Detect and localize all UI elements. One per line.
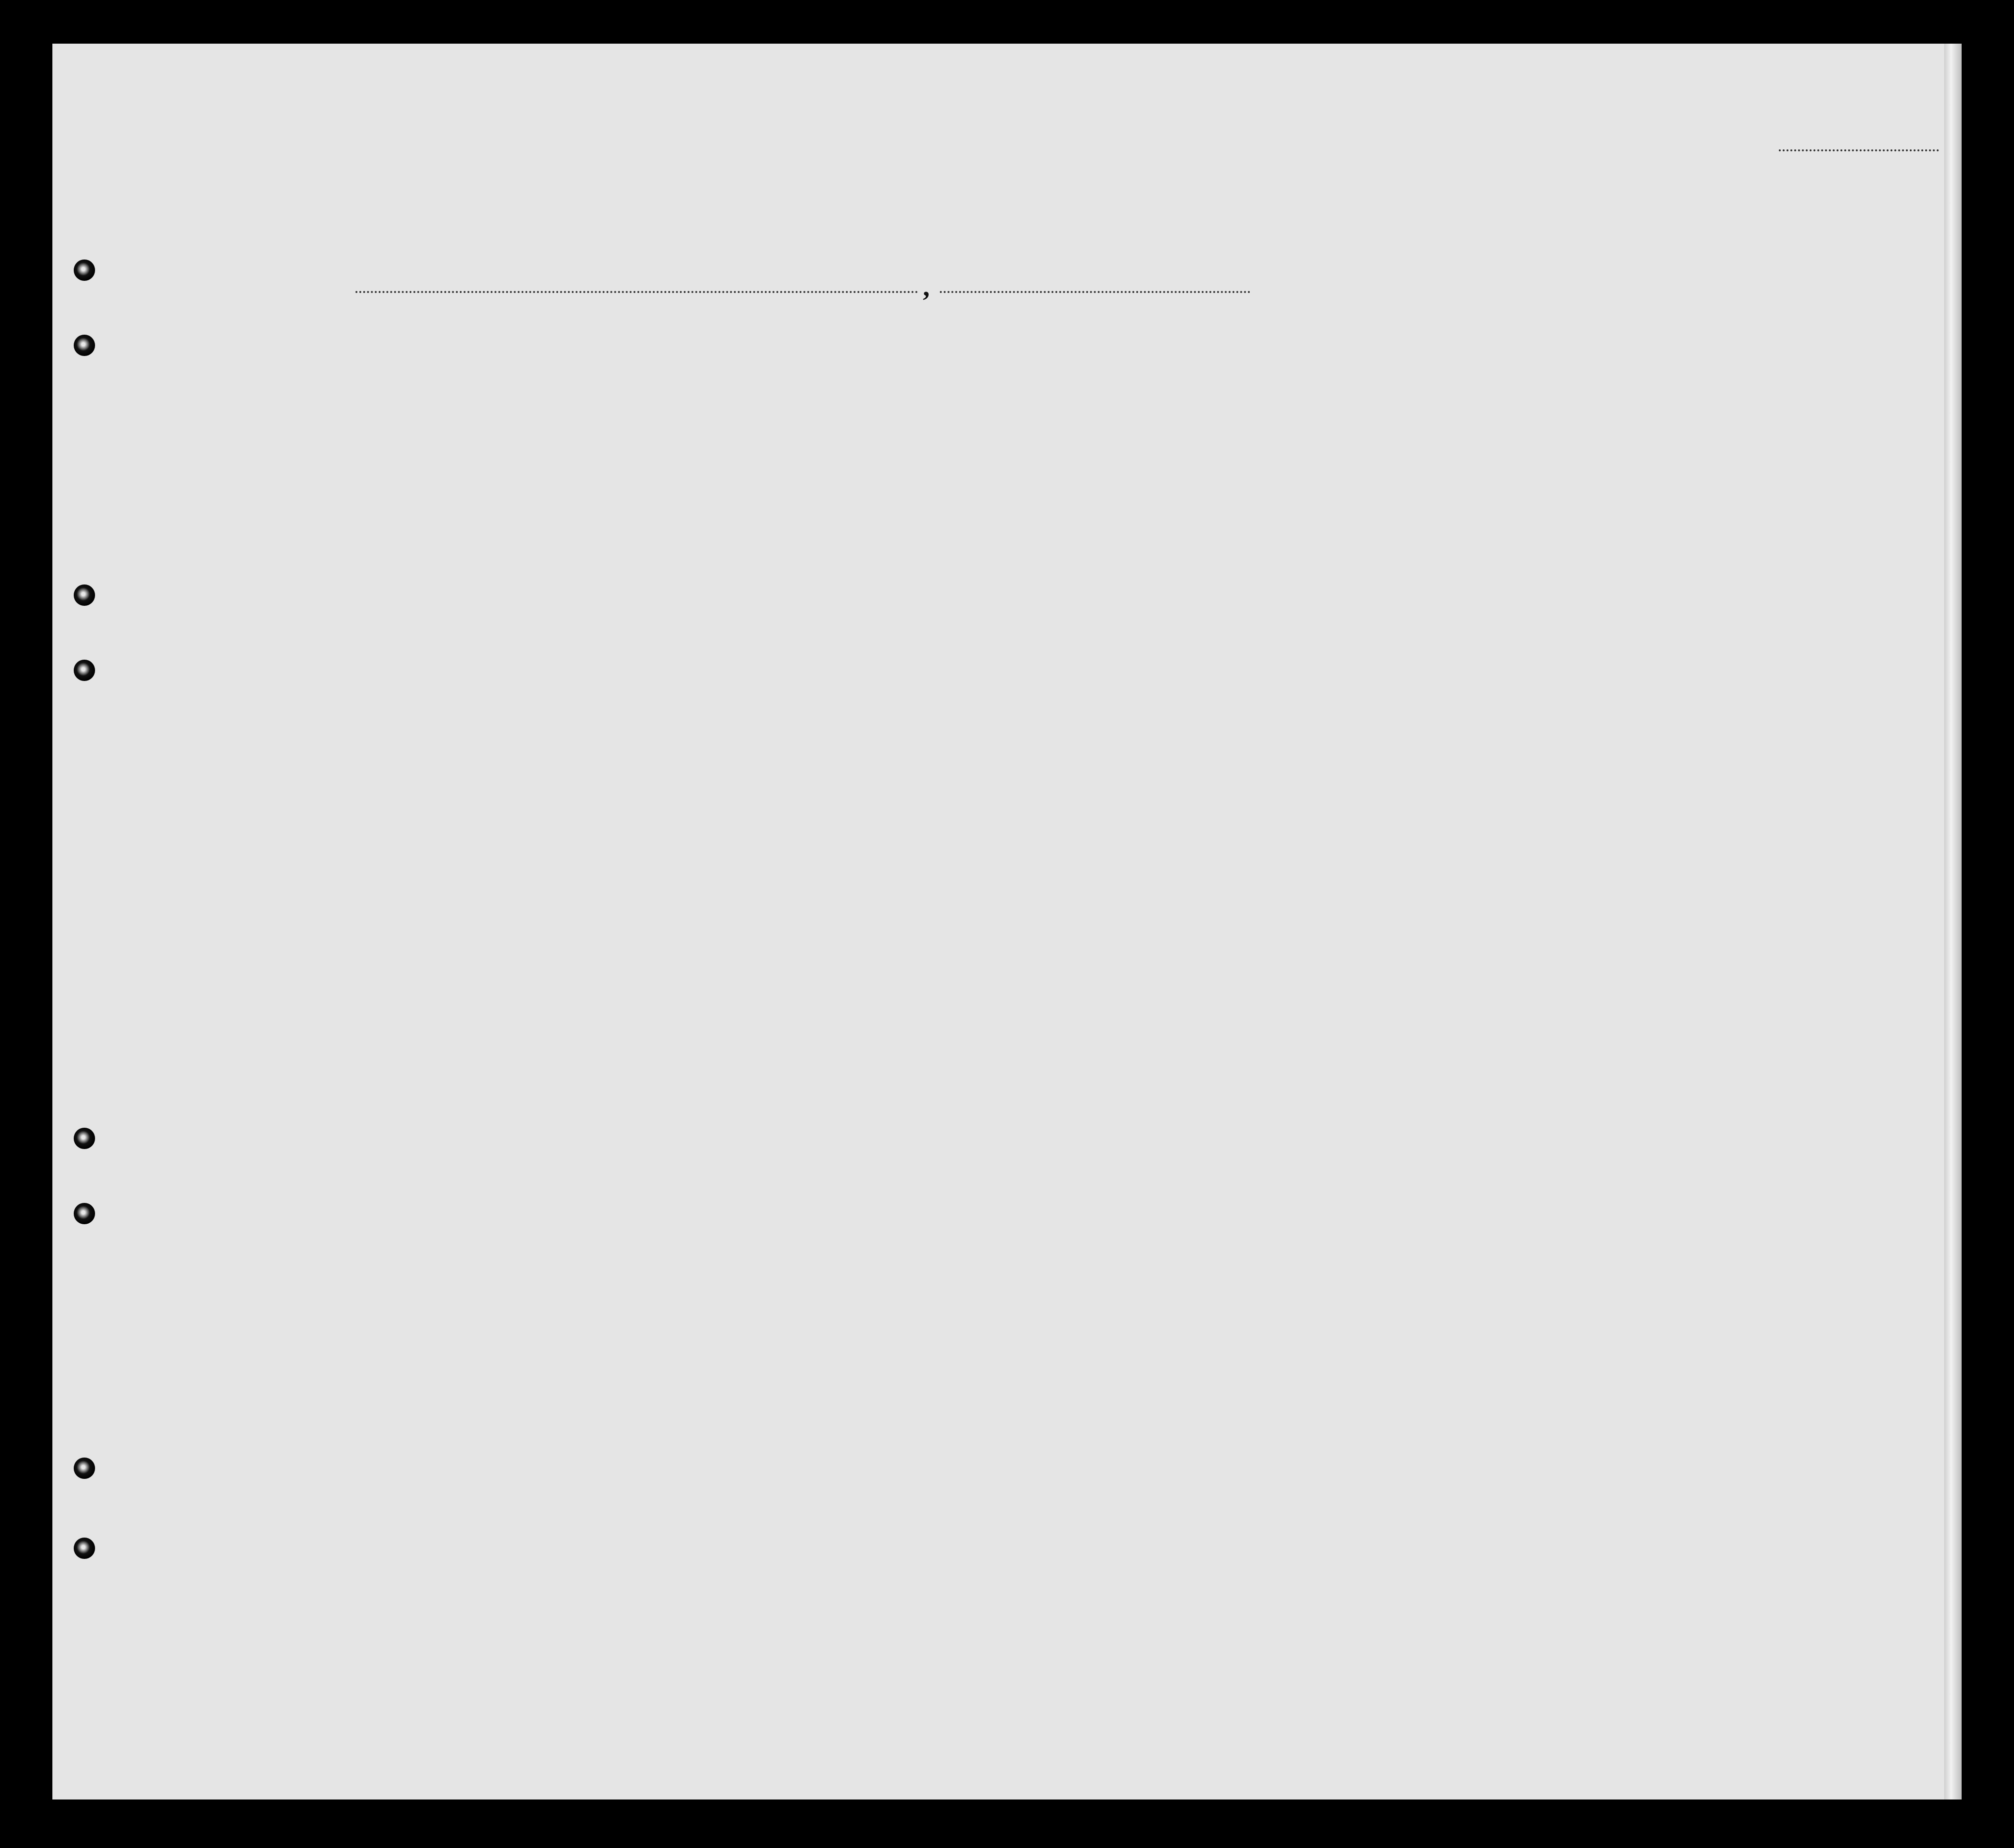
binder-hole	[74, 1128, 95, 1149]
comma: ,	[923, 272, 930, 302]
col-28-label	[1395, 306, 1438, 470]
col-30-label	[1485, 315, 1517, 470]
binder-hole	[74, 335, 95, 356]
col-25-label	[1312, 306, 1339, 470]
binder-hole	[74, 259, 95, 281]
col-24-a	[1158, 327, 1197, 473]
col-29-label	[1442, 306, 1478, 470]
binder-hole	[74, 660, 95, 681]
col-24-b	[1221, 327, 1255, 473]
manifest-sheet	[52, 44, 1962, 1799]
binder-hole	[74, 584, 95, 606]
col-19-label	[605, 306, 634, 432]
binder-hole	[74, 1203, 95, 1224]
col-21-label	[733, 306, 759, 432]
col-33-inches	[1659, 432, 1678, 475]
col-24-c	[1270, 327, 1304, 473]
col-26-label	[1342, 315, 1364, 461]
binder-hole	[74, 1538, 95, 1559]
col-27-label	[1369, 315, 1391, 461]
col-33-feet	[1638, 432, 1658, 475]
manifest-grid	[52, 44, 1962, 1799]
binder-hole	[74, 1458, 95, 1479]
